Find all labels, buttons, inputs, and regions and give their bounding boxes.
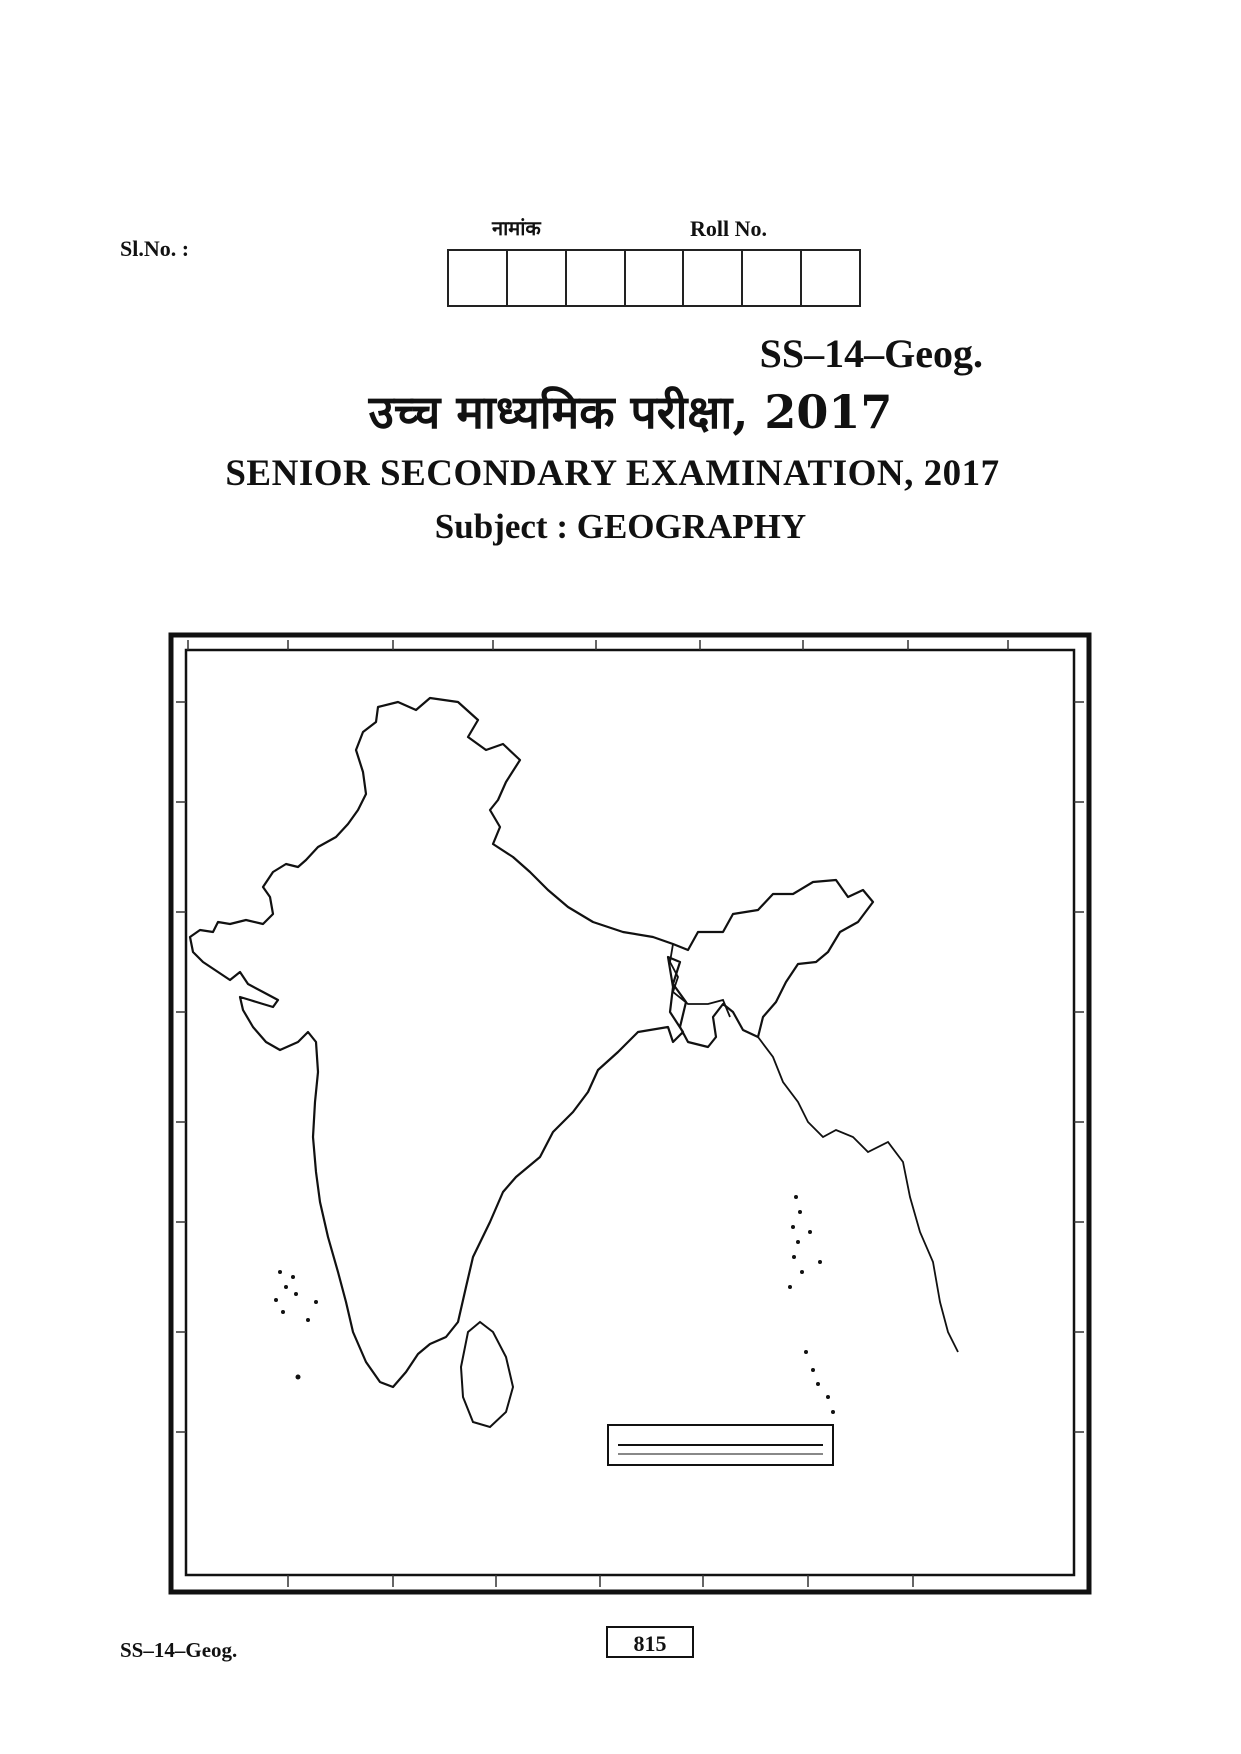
serial-number-label: Sl.No. : [120,236,190,261]
paper-code: SS–14–Geog. [759,331,983,376]
roll-digit-box[interactable] [508,251,567,305]
india-border-outline [190,698,873,1387]
roll-number-boxes[interactable] [447,249,861,307]
sri-lanka-outline [461,1322,513,1427]
map-outer-frame [171,635,1089,1592]
map-side-ticks [176,702,1084,1432]
map-top-ticks [188,640,1008,650]
page-number-box: 815 [606,1626,694,1658]
map-svg [168,632,1092,1595]
namank-label: नामांक [492,216,541,240]
subject-line: Subject : GEOGRAPHY [434,507,807,546]
india-outline-map [168,632,1092,1595]
roll-number-label: Roll No. [690,216,767,241]
roll-digit-box[interactable] [449,251,508,305]
footer-paper-code: SS–14–Geog. [120,1638,238,1662]
andaman-nicobar-islands [788,1195,835,1414]
roll-digit-box[interactable] [684,251,743,305]
roll-digit-box[interactable] [626,251,685,305]
roll-digit-box[interactable] [743,251,802,305]
map-inner-frame [186,650,1074,1575]
map-scale-box [608,1425,833,1465]
lakshadweep-islands [274,1270,318,1380]
exam-title-english: SENIOR SECONDARY EXAMINATION, 2017 [225,453,1000,494]
exam-title-hindi: उच्च माध्यमिक परीक्षा, 2017 [368,385,893,439]
roll-digit-box[interactable] [802,251,859,305]
roll-digit-box[interactable] [567,251,626,305]
map-bottom-ticks [288,1575,913,1587]
myanmar-coast-outline [758,1037,958,1352]
